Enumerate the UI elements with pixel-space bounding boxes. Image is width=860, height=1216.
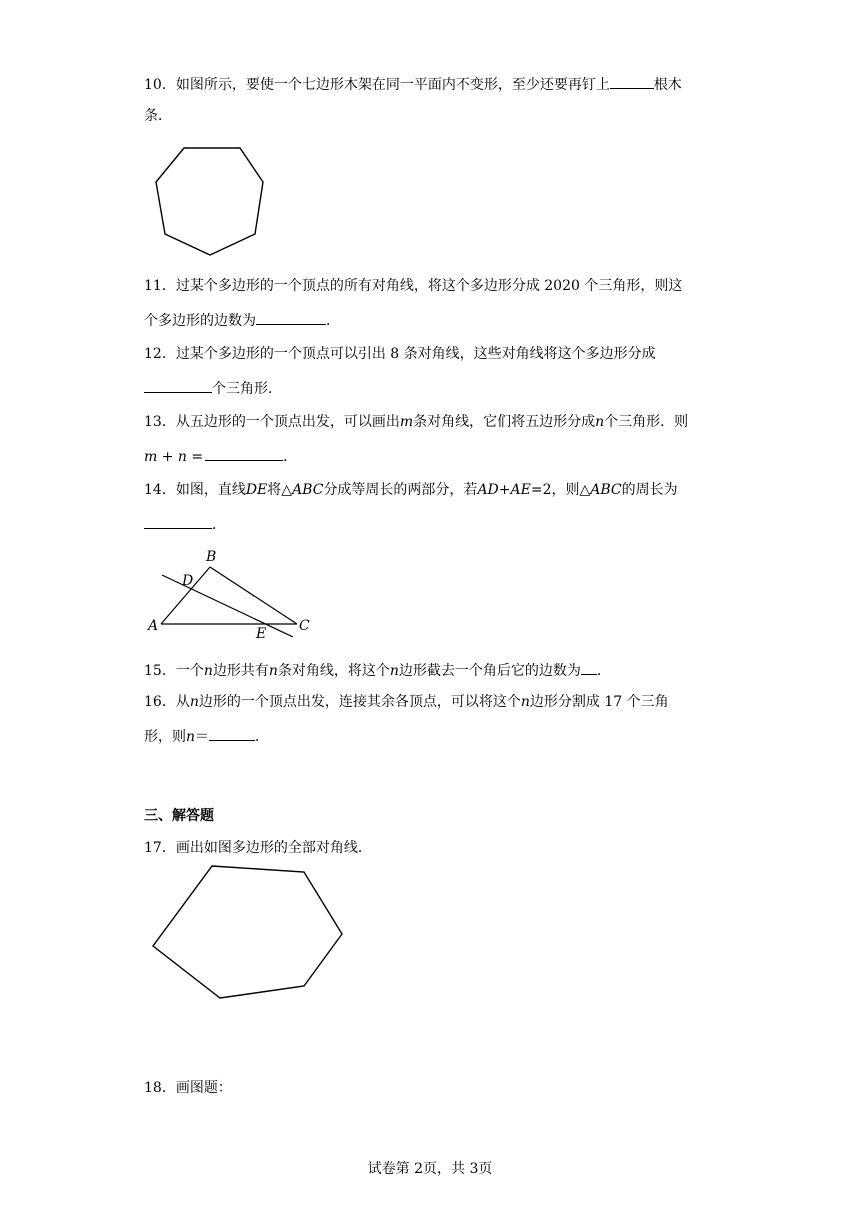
answer-blank: [209, 726, 255, 741]
hexagon-shape: [153, 866, 342, 998]
label-E: E: [256, 626, 267, 642]
question-18: 18．画图题：: [144, 1080, 232, 1096]
answer-blank: [144, 514, 212, 529]
hexagon-figure: [148, 862, 348, 1002]
answer-blank: [256, 310, 326, 325]
question-14-line1: 14．如图，直线DE将△ABC分成等周长的两部分，若AD+AE=2，则△ABC的周长为: [144, 482, 678, 498]
question-10-text: 10．如图所示，要使一个七边形木架在同一平面内不变形，至少还要再钉上: [144, 77, 610, 93]
label-A: A: [148, 618, 159, 634]
label-B: B: [206, 549, 217, 565]
question-13-line1: 13．从五边形的一个顶点出发，可以画出m条对角线，它们将五边形分成n个三角形．则: [144, 414, 689, 430]
page-footer: 试卷第 2页，共 3页: [367, 1161, 493, 1177]
heptagon-shape: [156, 148, 263, 255]
question-11-line2: 个多边形的边数为 ．: [144, 310, 340, 331]
question-13-line2: m + n = ．: [144, 446, 297, 467]
math-expression: m + n =: [144, 449, 204, 465]
question-10-line2: 条．: [144, 108, 172, 124]
heptagon-figure: [150, 142, 270, 262]
question-10-text-end: 根木: [653, 77, 682, 93]
label-D: D: [182, 573, 194, 589]
section-title: 三、解答题: [144, 808, 214, 824]
question-15: 15．一个n边形共有n条对角线，将这个n边形截去一个角后它的边数为 ．: [144, 660, 611, 681]
question-16-line2: 形，则n＝ ．: [144, 726, 269, 747]
question-12-line1: 12．过某个多边形的一个顶点可以引出 8 条对角线，这些对角线将这个多边形分成: [144, 346, 656, 362]
label-C: C: [299, 618, 310, 634]
answer-blank: [144, 378, 212, 393]
question-17: 17．画出如图多边形的全部对角线．: [144, 840, 372, 856]
side-BC: [210, 567, 297, 624]
answer-blank: [581, 660, 597, 675]
answer-blank: [205, 446, 283, 461]
question-10-line1: [144, 74, 682, 95]
triangle-figure: [140, 544, 320, 644]
question-12-line2: 个三角形．: [144, 378, 282, 399]
question-11-line1: 11．过某个多边形的一个顶点的所有对角线，将这个多边形分成 2020 个三角形，则这: [144, 278, 683, 294]
question-14-line2: ．: [144, 514, 226, 535]
question-16-line1: 16．从n边形的一个顶点出发，连接其余各顶点，可以将这个n边形分割成 17 个三角: [144, 694, 669, 710]
answer-blank: [610, 74, 654, 89]
